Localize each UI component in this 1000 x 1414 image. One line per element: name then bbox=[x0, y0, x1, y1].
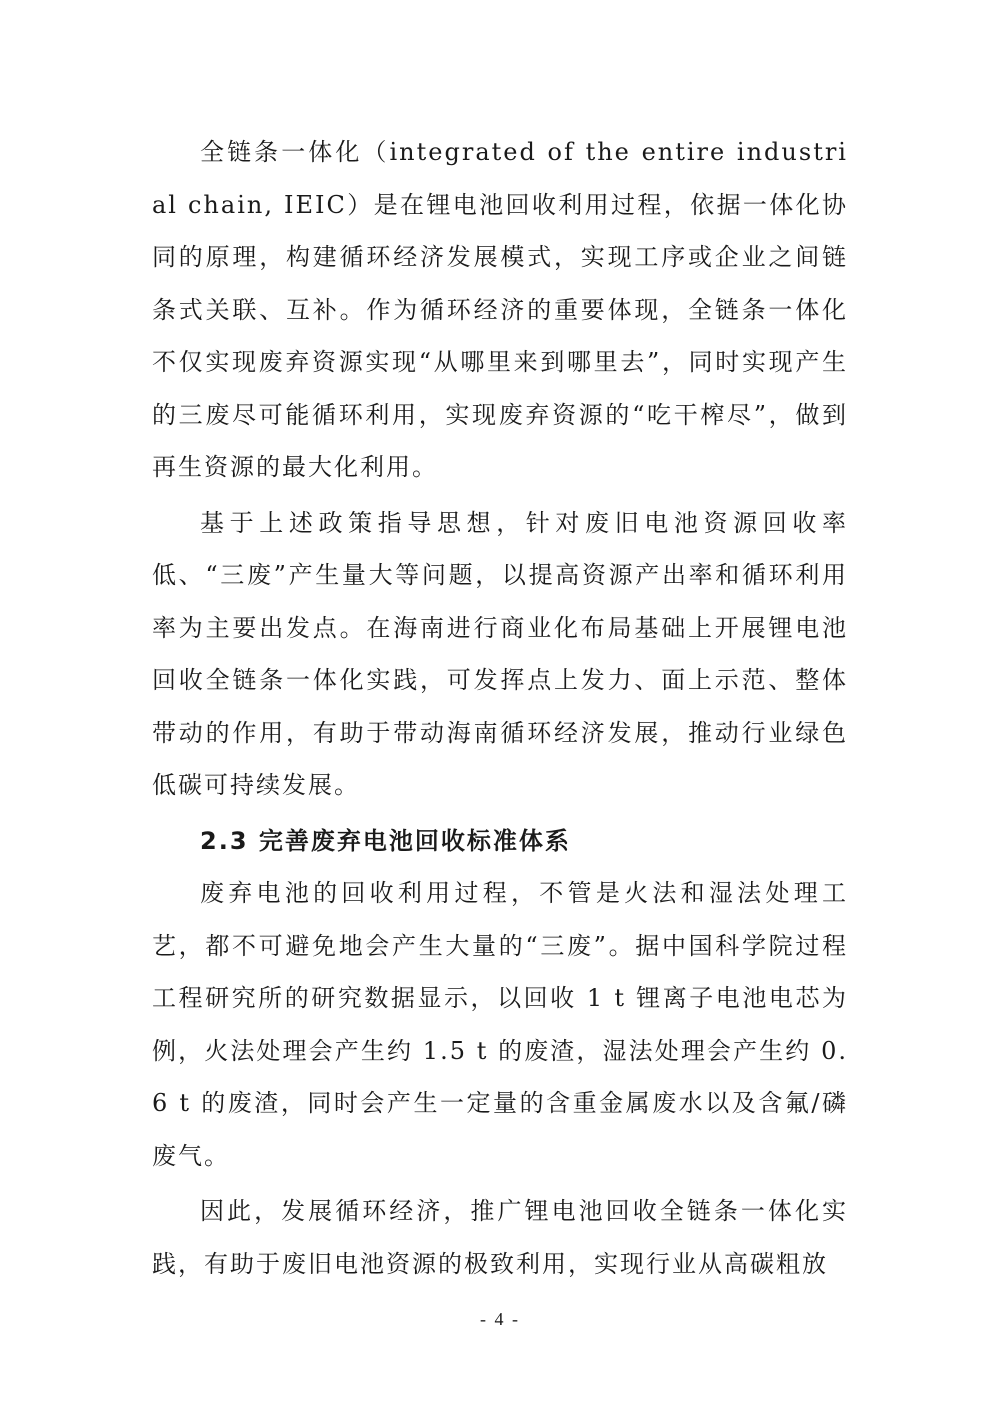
paragraph-waste-generation: 废弃电池的回收利用过程，不管是火法和湿法处理工艺，都不可避免地会产生大量的“三废”。据中国科学院过程工程研究所的研究数据显示，以回收 1 t 锂离子电池电芯为例，火法处理会产生约 1.5 t 的废渣，湿法处理会产生约 0.6 t 的废渣，同时会产生一定量的含重金属废水以及含氟/磷废气。 bbox=[152, 879, 848, 1170]
paragraph-ieic-definition: 全链条一体化（integrated of the entire industrial chain, IEIC）是在锂电池回收利用过程，依据一体化协同的原理，构建循环经济发展模式，实现工序或企业之间链条式关联、互补。作为循环经济的重要体现，全链条一体化不仅实现废弃资源实现“从哪里来到哪里去”，同时实现产生的三废尽可能循环利用，实现废弃资源的“吃干榨尽”，做到再生资源的最大化利用。 bbox=[152, 138, 848, 481]
page-body bbox=[152, 126, 848, 1290]
section-heading: 2.3 完善废弃电池回收标准体系 bbox=[200, 826, 571, 855]
paragraph-policy-guidance: 基于上述政策指导思想，针对废旧电池资源回收率低、“三废”产生量大等问题，以提高资源产出率和循环利用率为主要出发点。在海南进行商业化布局基础上开展锂电池回收全链条一体化实践，可发挥点上发力、面上示范、整体带动的作用，有助于带动海南循环经济发展，推动行业绿色低碳可持续发展。 bbox=[152, 508, 848, 799]
page-number: - 4 - bbox=[480, 1309, 520, 1329]
paragraph-circular-economy: 因此，发展循环经济，推广锂电池回收全链条一体化实践，有助于废旧电池资源的极致利用，实现行业从高碳粗放 bbox=[152, 1197, 848, 1278]
